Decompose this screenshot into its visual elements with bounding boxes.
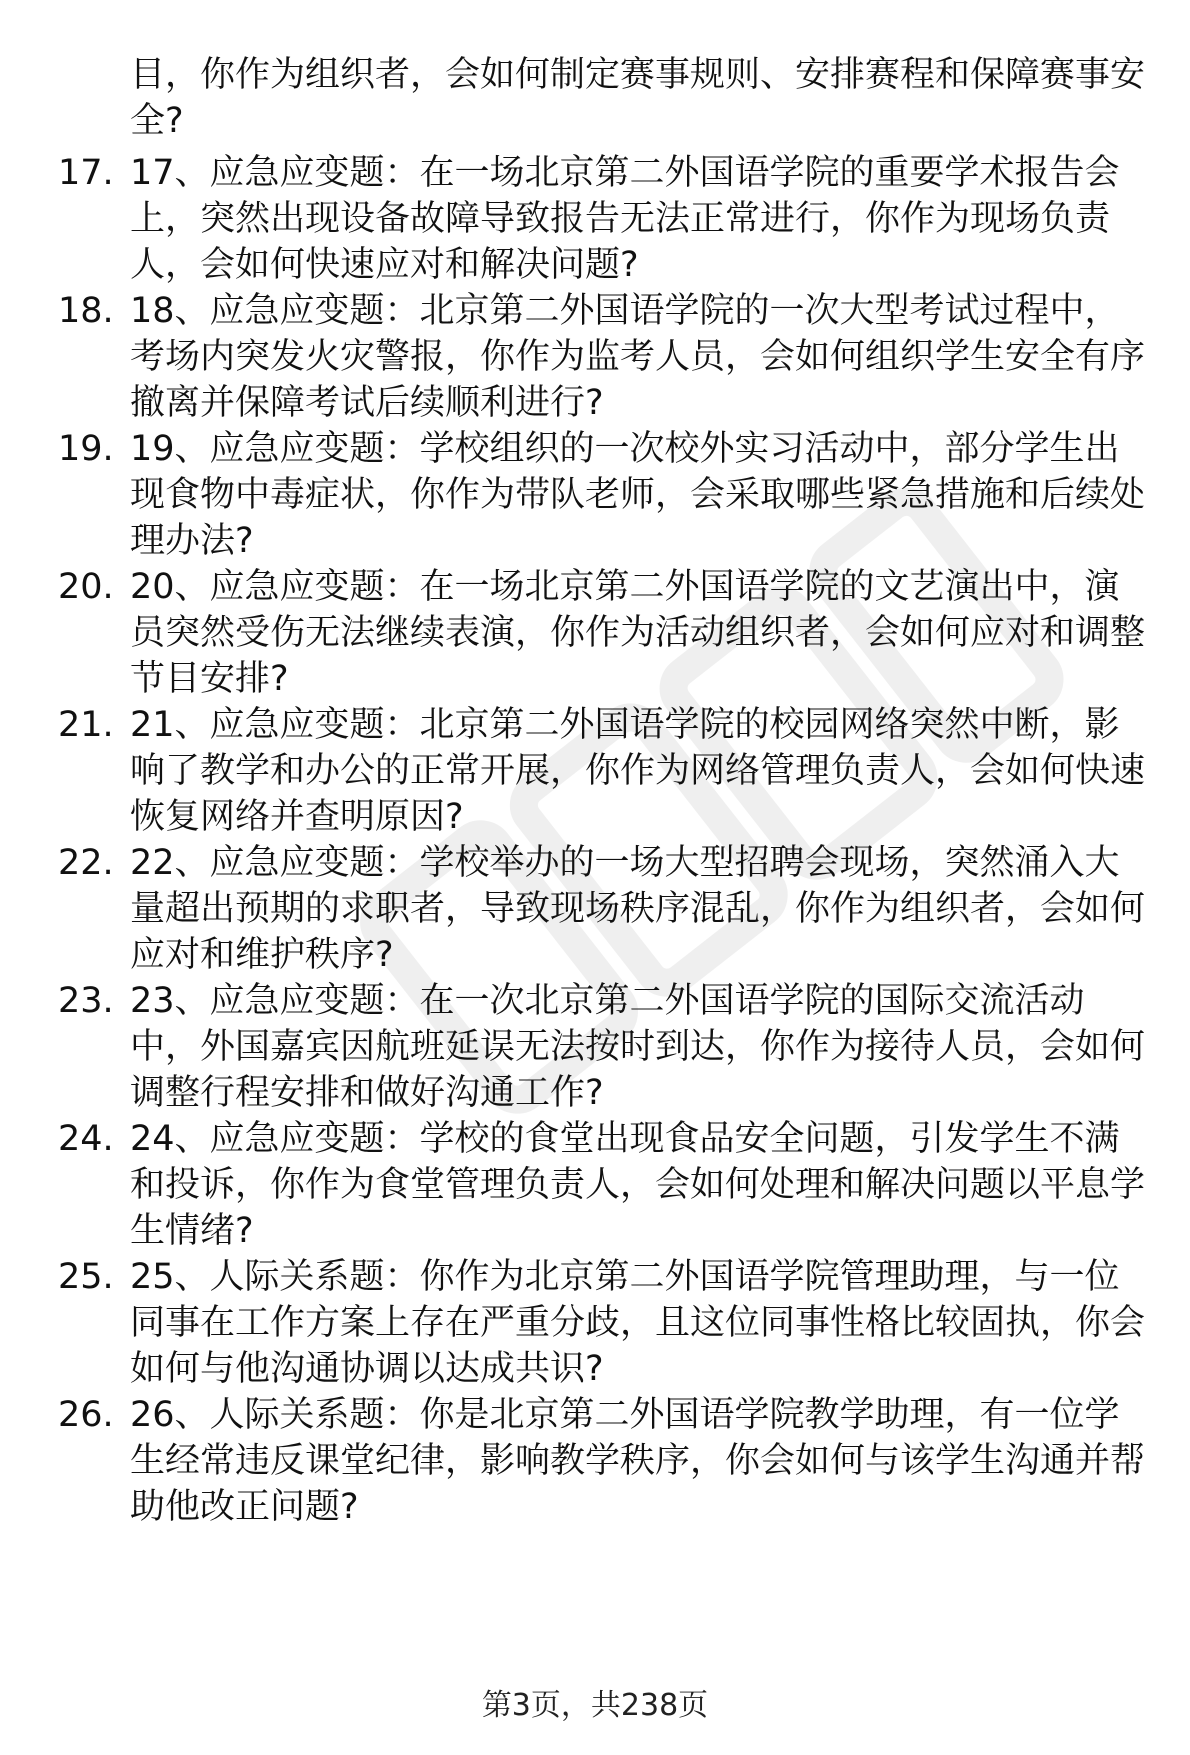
- question-text: 24、应急应变题：学校的食堂出现食品安全问题，引发学生不满和投诉，你作为食堂管理负责人，会如何处理和解决问题以平息学生情绪?: [130, 1119, 1146, 1251]
- question-text: 26、人际关系题：你是北京第二外国语学院教学助理，有一位学生经常违反课堂纪律，影响教学秩序，你会如何与该学生沟通并帮助他改正问题?: [130, 1395, 1146, 1527]
- question-text: 17、应急应变题：在一场北京第二外国语学院的重要学术报告会上，突然出现设备故障导致报告无法正常进行，你作为现场负责人，会如何快速应对和解决问题?: [130, 153, 1120, 285]
- question-number: 18.: [58, 291, 114, 331]
- page-footer: 第3页，共238页: [481, 1688, 709, 1723]
- question-number: 21.: [58, 705, 114, 745]
- question-number: 25.: [58, 1257, 114, 1297]
- question-number: 19.: [58, 429, 114, 469]
- question-number: 17.: [58, 153, 114, 193]
- question-text: 19、应急应变题：学校组织的一次校外实习活动中，部分学生出现食物中毒症状，你作为带队老师，会采取哪些紧急措施和后续处理办法?: [130, 429, 1146, 561]
- question-text: 25、人际关系题：你作为北京第二外国语学院管理助理，与一位同事在工作方案上存在严重分歧，且这位同事性格比较固执，你会如何与他沟通协调以达成共识?: [130, 1257, 1146, 1389]
- question-text: 18、应急应变题：北京第二外国语学院的一次大型考试过程中，考场内突发火灾警报，你作为监考人员，会如何组织学生安全有序撤离并保障考试后续顺利进行?: [130, 291, 1146, 423]
- question-text: 21、应急应变题：北京第二外国语学院的校园网络突然中断，影响了教学和办公的正常开展，你作为网络管理负责人，会如何快速恢复网络并查明原因?: [130, 705, 1146, 837]
- question-number: 26.: [58, 1395, 114, 1435]
- question-number: 23.: [58, 981, 114, 1021]
- question-number: 22.: [58, 843, 114, 883]
- question-number: 20.: [58, 567, 114, 607]
- question-text: 20、应急应变题：在一场北京第二外国语学院的文艺演出中，演员突然受伤无法继续表演，你作为活动组织者，会如何应对和调整节目安排?: [130, 567, 1146, 699]
- question-number: 24.: [58, 1119, 114, 1159]
- continuation-text: 目，你作为组织者，会如何制定赛事规则、安排赛程和保障赛事安全?: [130, 55, 1146, 141]
- question-text: 23、应急应变题：在一次北京第二外国语学院的国际交流活动中，外国嘉宾因航班延误无法按时到达，你作为接待人员，会如何调整行程安排和做好沟通工作?: [130, 981, 1146, 1113]
- question-text: 22、应急应变题：学校举办的一场大型招聘会现场，突然涌入大量超出预期的求职者，导致现场秩序混乱，你作为组织者，会如何应对和维护秩序?: [130, 843, 1146, 975]
